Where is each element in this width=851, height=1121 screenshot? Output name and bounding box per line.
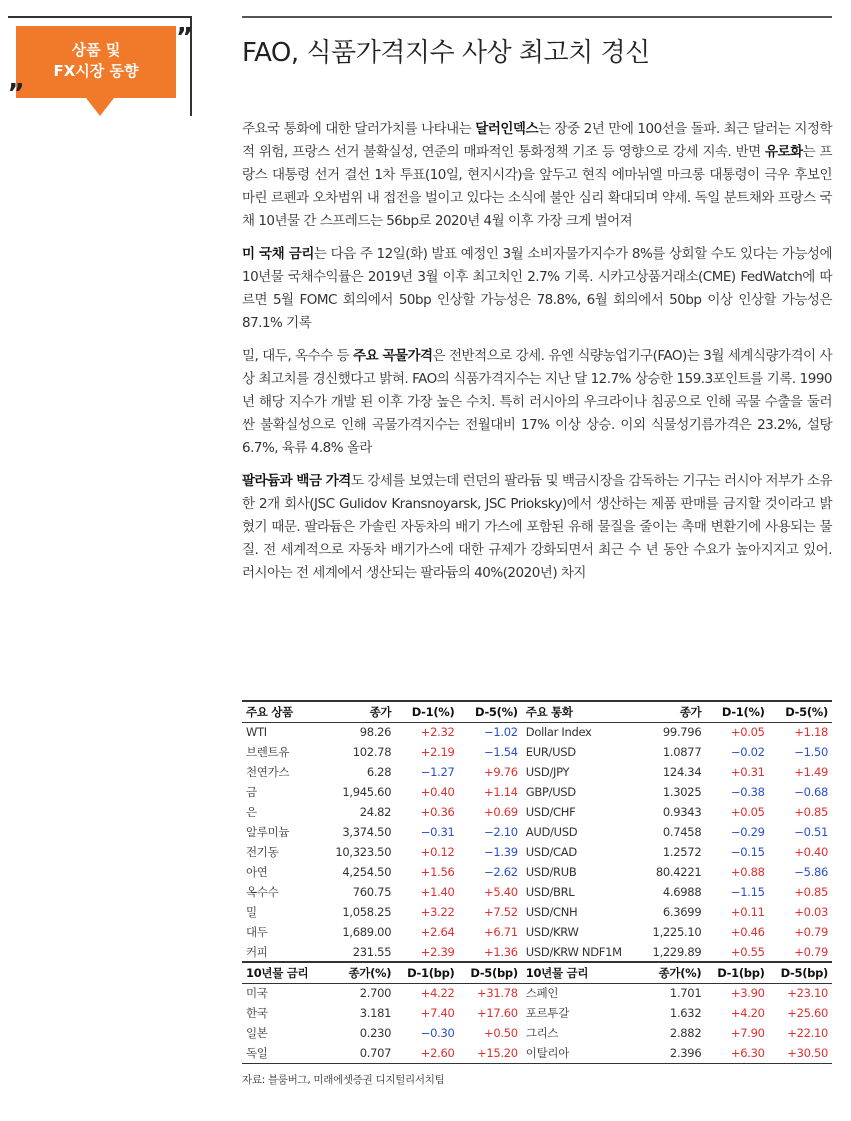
table-cell: 일본 — [246, 1026, 268, 1040]
table-row — [242, 1023, 832, 1043]
table-cell: 24.82 — [359, 805, 392, 819]
table-cell: +0.40 — [794, 845, 828, 859]
quote-open-icon: ” — [176, 23, 194, 53]
table-cell: −0.02 — [730, 745, 765, 759]
table-cell: +0.12 — [420, 845, 455, 859]
table-cell: 0.707 — [322, 1043, 395, 1063]
table-cell: −2.10 — [484, 825, 518, 839]
table-cell: USD/RUB — [525, 865, 577, 879]
keyword: 주요 곡물가격 — [352, 348, 433, 364]
table-cell: GBP/USD — [525, 785, 576, 799]
badge-label — [16, 26, 176, 98]
table-cell: 2.396 — [640, 1043, 705, 1063]
paragraph — [242, 118, 832, 233]
keyword: 팔라듐과 백금 가격 — [242, 473, 351, 489]
table-cell: +15.20 — [459, 1043, 522, 1063]
column-header: 주요 통화 — [522, 701, 641, 722]
table-cell: +17.60 — [477, 1006, 518, 1020]
column-header: D-1(%) — [705, 701, 768, 722]
table-cell: USD/KRW NDF1M — [525, 944, 622, 959]
badge-line1: 상품 및 — [71, 41, 121, 59]
table-cell: +0.05 — [730, 725, 765, 740]
column-header: D-5(%) — [769, 701, 832, 722]
table-cell: 3.181 — [359, 1006, 392, 1020]
table-cell: −0.68 — [794, 785, 828, 799]
table-row — [242, 742, 832, 762]
keyword: 유로화 — [765, 144, 803, 160]
table-cell: +0.36 — [420, 805, 455, 819]
paragraph-text: 는 다음 주 12일(화) 발표 예정인 3월 소비자물가지수가 8%를 상회할 수도 있다는 가능성에 10년물 국채수익률은 2019년 3월 이후 최고치인 2.7% 기록. 시카고상품거래소(CME) FedWatch에 따르면 5월 FOMC 회의에서 50bp 인상할 가능성은 78.8%, 6월 회의에서 50bp 이상 인상할 가능성은 87.1% 기록 — [242, 246, 832, 331]
table-row — [242, 822, 832, 842]
table-cell: +3.90 — [730, 986, 765, 1001]
column-header: 종가(%) — [322, 962, 395, 983]
column-header: D-1(%) — [395, 701, 458, 722]
table-cell: +0.55 — [730, 944, 765, 959]
table-cell: 포르투갈 — [525, 1006, 570, 1020]
table-cell: +0.31 — [730, 765, 765, 779]
table-cell: +25.60 — [787, 1006, 828, 1020]
table-cell: 6.3699 — [662, 905, 702, 919]
table-cell: 231.55 — [352, 944, 392, 959]
column-header: 종가(%) — [640, 962, 705, 983]
paragraph-text: 밀, 대두, 옥수수 등 — [242, 348, 353, 364]
table-cell: 1.701 — [669, 986, 702, 1001]
table-cell: WTI — [246, 725, 267, 740]
table-cell: +6.30 — [705, 1043, 768, 1063]
table-header-row — [242, 962, 832, 983]
table-cell: −0.51 — [794, 825, 828, 839]
paragraph-text: 는 장중 2년 만에 100선을 돌파. 최근 달러는 지정학적 위험, 프랑스 선거 불확실성, 연준의 매파적인 통화정책 기조 등 영향으로 강세 지속. 반면 — [242, 121, 833, 160]
table-cell: 미국 — [246, 986, 268, 1001]
column-header: 종가 — [640, 701, 705, 722]
table-cell: +1.18 — [794, 725, 828, 740]
paragraph — [242, 470, 832, 585]
table-cell: 브렌트유 — [246, 745, 290, 759]
badge-line2: FX시장 동향 — [53, 62, 139, 80]
table-cell: −0.31 — [420, 825, 455, 839]
paragraph — [242, 243, 832, 335]
table-cell: 1.0877 — [662, 745, 702, 759]
table-cell: +5.40 — [484, 885, 518, 899]
table-cell: 그리스 — [525, 1026, 559, 1040]
table-cell: +0.11 — [730, 905, 765, 919]
table-cell: 0.230 — [359, 1026, 392, 1040]
paragraph-text: 은 전반적으로 강세. 유엔 식량농업기구(FAO)는 3월 세계식량가격이 사상 최고치를 경신했다고 밝혀. FAO의 식품가격지수는 지난 달 12.7% 상승한 159.3포인트를 기록. 1990년 해당 지수가 개발 된 이후 가장 높은 수치. 특히 러시아의 우크라이나 침공으로 인해 곡물 수출을 둘러싼 불확실성으로 인해 곡물가격지수는 전월대비 17% 이상 상승. 이외 식물성기름가격은 23.2%, 설탕 6.7%, 육류 4.8% 올라 — [242, 348, 832, 456]
table-cell: −1.39 — [484, 845, 518, 859]
table-cell: +2.60 — [395, 1043, 458, 1063]
table-cell: USD/CHF — [525, 805, 576, 819]
table-row — [242, 882, 832, 902]
table-cell: 4,254.50 — [342, 865, 392, 879]
table-cell: 1.3025 — [662, 785, 702, 799]
table-row — [242, 762, 832, 782]
table-cell: +0.85 — [794, 805, 828, 819]
table-header-row — [242, 701, 832, 722]
keyword: 달러인덱스 — [475, 121, 538, 137]
table-row — [242, 983, 832, 1003]
table-cell: 1.632 — [669, 1006, 702, 1020]
table-cell: −5.86 — [794, 865, 828, 879]
table-cell: 이탈리아 — [522, 1043, 641, 1063]
table-cell: +7.90 — [730, 1026, 765, 1040]
table-cell: 옥수수 — [246, 885, 279, 899]
column-header: D-5(bp) — [769, 962, 832, 983]
table-cell: 2.882 — [669, 1026, 702, 1040]
table-cell: +30.50 — [769, 1043, 832, 1063]
table-cell: 99.796 — [662, 725, 702, 740]
column-header: D-5(bp) — [459, 962, 522, 983]
table-row — [242, 842, 832, 862]
paragraph — [242, 345, 832, 460]
section-badge — [8, 16, 192, 116]
market-table — [242, 700, 832, 1064]
column-header: 10년물 금리 — [242, 962, 322, 983]
column-header: 10년물 금리 — [522, 962, 641, 983]
table-cell: −1.15 — [730, 885, 765, 899]
table-cell: 4.6988 — [662, 885, 702, 899]
table-row — [242, 942, 832, 962]
table-cell: 98.26 — [359, 725, 392, 740]
table-row — [242, 862, 832, 882]
table-cell: 한국 — [246, 1006, 268, 1020]
table-cell: 독일 — [242, 1043, 322, 1063]
table-row — [242, 722, 832, 742]
table-cell: 아연 — [246, 865, 268, 879]
table-cell: +0.50 — [484, 1026, 518, 1040]
table-cell: 6.28 — [366, 765, 392, 779]
table-cell: +0.03 — [794, 905, 828, 919]
table-cell: +7.52 — [484, 905, 518, 919]
table-cell: 1,229.89 — [652, 944, 702, 959]
table-cell: 은 — [246, 805, 257, 819]
table-cell: 0.7458 — [662, 825, 702, 839]
table-cell: 커피 — [246, 944, 268, 959]
column-header: D-5(%) — [459, 701, 522, 722]
table-cell: −2.62 — [484, 865, 518, 879]
table-cell: −1.50 — [794, 745, 828, 759]
table-cell: +0.88 — [730, 865, 765, 879]
column-header: D-1(bp) — [395, 962, 458, 983]
table-cell: +6.71 — [484, 925, 518, 939]
column-header: 주요 상품 — [242, 701, 322, 722]
table-cell: +2.19 — [420, 745, 455, 759]
table-row — [242, 1003, 832, 1023]
table-row — [242, 782, 832, 802]
table-cell: 천연가스 — [246, 765, 290, 779]
source-note: 자료: 블룸버그, 미래에셋증권 디지털리서치팀 — [242, 1074, 445, 1086]
table-cell: 2.700 — [359, 986, 392, 1001]
table-cell: +3.22 — [420, 905, 455, 919]
table-cell: 3,374.50 — [342, 825, 392, 839]
table-cell: 1,945.60 — [342, 785, 392, 799]
column-header: 종가 — [322, 701, 395, 722]
table-cell: EUR/USD — [525, 745, 576, 759]
paragraph-text: 는 프랑스 대통령 선거 결선 1차 투표(10일, 현지시각)을 앞두고 현직 에마뉘엘 마크롱 대통령이 극우 후보인 마린 르펜과 오차범위 내 접전을 벌이고 있다는 소식에 불안 심리 확대되며 약세. 독일 분트채와 프랑스 국채 10년물 간 스프레드는 56bp로 2020년 4월 이후 가장 크게 벌어져 — [242, 144, 833, 229]
table-cell: 10,323.50 — [335, 845, 392, 859]
table-cell: +31.78 — [477, 986, 518, 1001]
table-cell: +0.05 — [730, 805, 765, 819]
table-cell: +1.40 — [420, 885, 455, 899]
table-cell: +2.32 — [420, 725, 455, 740]
table-cell: +23.10 — [787, 986, 828, 1001]
table-cell: 760.75 — [352, 885, 392, 899]
table-cell: +4.20 — [730, 1006, 765, 1020]
page-title: FAO, 식품가격지수 사상 최고치 경신 — [242, 38, 650, 68]
article-body — [242, 118, 832, 595]
table-cell: −0.30 — [420, 1026, 455, 1040]
table-cell: +1.56 — [420, 865, 455, 879]
table-cell: +0.79 — [794, 925, 828, 939]
table-cell: +0.69 — [484, 805, 518, 819]
table-cell: −0.29 — [730, 825, 765, 839]
table-cell: USD/JPY — [525, 765, 570, 779]
table-cell: +0.46 — [730, 925, 765, 939]
table-cell: Dollar Index — [525, 725, 592, 740]
table-cell: +9.76 — [484, 765, 518, 779]
table-cell: USD/KRW — [525, 925, 579, 939]
table-cell: USD/BRL — [525, 885, 575, 899]
table-cell: +0.85 — [794, 885, 828, 899]
table-cell: 밀 — [246, 905, 257, 919]
table-cell: −1.54 — [484, 745, 518, 759]
table-cell: 1,689.00 — [342, 925, 392, 939]
title-rule — [242, 16, 832, 18]
table-cell: 0.9343 — [662, 805, 702, 819]
table-row — [242, 902, 832, 922]
table-cell: +7.40 — [420, 1006, 455, 1020]
table-cell: +2.64 — [420, 925, 455, 939]
column-header: D-1(bp) — [705, 962, 768, 983]
table-cell: 대두 — [246, 925, 268, 939]
table-row — [242, 922, 832, 942]
table-cell: +0.40 — [420, 785, 455, 799]
table-cell: +1.49 — [794, 765, 828, 779]
table-cell: 알루미늄 — [246, 825, 290, 839]
table-cell: 스페인 — [525, 986, 559, 1001]
table-cell: 102.78 — [352, 745, 392, 759]
table-cell: −0.38 — [730, 785, 765, 799]
table-cell: 전기동 — [246, 845, 279, 859]
table-cell: −1.27 — [420, 765, 455, 779]
paragraph-text: 도 강세를 보였는데 런던의 팔라듐 및 백금시장을 감독하는 기구는 러시아 저부가 소유한 2개 회사(JSC Gulidov Kransnoyarsk, JSC Prioksky)에서 생산하는 제품 판매를 금지할 것이라고 밝혔기 때문. 팔라듐은 가솔린 자동차의 배기 가스에 포함된 유해 물질을 줄이는 촉매 변환기에 사용되는 물질. 전 세계적으로 자동차 배기가스에 대한 규제가 강화되면서 최근 수 년 동안 수요가 높아지지고 있어. 러시아는 전 세계에서 생산되는 팔라듐의 40%(2020년) 차지 — [242, 473, 832, 581]
table-cell: AUD/USD — [525, 825, 578, 839]
quote-close-icon: „ — [8, 65, 26, 95]
table-cell: 124.34 — [662, 765, 702, 779]
table-cell: +1.14 — [484, 785, 518, 799]
table-cell: +22.10 — [787, 1026, 828, 1040]
table-cell: USD/CNH — [525, 905, 578, 919]
table-cell: +4.22 — [420, 986, 455, 1001]
paragraph-text: 주요국 통화에 대한 달러가치를 나타내는 — [242, 121, 476, 137]
table-cell: +2.39 — [420, 944, 455, 959]
table-cell: 80.4221 — [655, 865, 702, 879]
badge-tail — [86, 98, 114, 116]
table-cell: −0.15 — [730, 845, 765, 859]
table-cell: 1,225.10 — [652, 925, 702, 939]
table-cell: USD/CAD — [525, 845, 577, 859]
table-cell: 1,058.25 — [342, 905, 392, 919]
table-row — [242, 802, 832, 822]
table-cell: 금 — [246, 785, 257, 799]
table-row — [242, 1043, 832, 1063]
table-cell: +1.36 — [484, 944, 518, 959]
table-cell: +0.79 — [794, 944, 828, 959]
table-cell: 1.2572 — [662, 845, 702, 859]
table-cell: −1.02 — [484, 725, 518, 740]
keyword: 미 국채 금리 — [242, 246, 314, 262]
